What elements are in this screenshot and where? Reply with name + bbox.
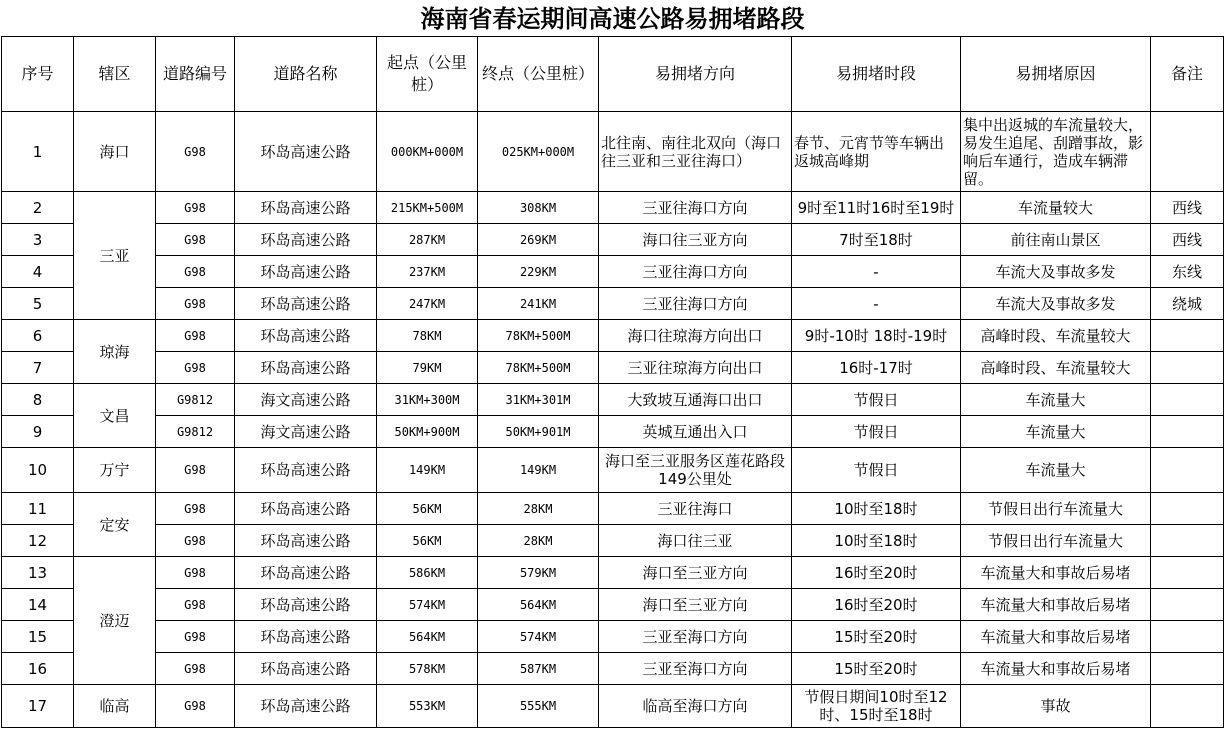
table-row — [2, 525, 1224, 557]
cell-period[interactable]: 7时至18时 — [792, 224, 961, 256]
cell-note[interactable] — [1151, 320, 1224, 352]
cell-direction[interactable]: 海口往琼海方向出口 — [599, 320, 792, 352]
cell-period[interactable]: 16时-17时 — [792, 352, 961, 384]
cell-seq[interactable]: 8 — [2, 384, 74, 416]
cell-direction[interactable]: 海口至三亚方向 — [599, 589, 792, 621]
cell-end[interactable]: 241KM — [478, 288, 599, 320]
cell-period[interactable]: 15时至20时 — [792, 653, 961, 685]
cell-start[interactable]: 56KM — [377, 493, 478, 525]
cell-road-code[interactable]: G9812 — [156, 416, 235, 448]
cell-district[interactable]: 琼海 — [74, 320, 156, 384]
cell-reason[interactable]: 高峰时段、车流量较大 — [961, 352, 1151, 384]
cell-seq[interactable]: 13 — [2, 557, 74, 589]
sheet-title: 海南省春运期间高速公路易拥堵路段 — [420, 5, 805, 33]
cell-note[interactable] — [1151, 493, 1224, 525]
header-note[interactable]: 备注 — [1151, 37, 1224, 112]
header-district[interactable]: 辖区 — [74, 37, 156, 112]
cell-road-name[interactable]: 环岛高速公路 — [235, 621, 377, 653]
cell-direction[interactable]: 海口至三亚服务区莲花路段149公里处 — [599, 448, 792, 493]
cell-start[interactable]: 215KM+500M — [377, 192, 478, 224]
cell-start[interactable]: 149KM — [377, 448, 478, 493]
congestion-table — [1, 36, 1224, 728]
cell-direction[interactable]: 海口至三亚方向 — [599, 557, 792, 589]
cell-district[interactable]: 澄迈 — [74, 557, 156, 685]
cell-reason[interactable]: 车流量较大 — [961, 192, 1151, 224]
cell-end[interactable]: 269KM — [478, 224, 599, 256]
cell-reason[interactable]: 节假日出行车流量大 — [961, 525, 1151, 557]
cell-direction[interactable]: 英城互通出入口 — [599, 416, 792, 448]
cell-end[interactable]: 28KM — [478, 493, 599, 525]
table-row — [2, 416, 1224, 448]
cell-end[interactable]: 564KM — [478, 589, 599, 621]
table-row — [2, 192, 1224, 224]
cell-end[interactable]: 587KM — [478, 653, 599, 685]
cell-road-code[interactable]: G98 — [156, 493, 235, 525]
cell-road-code[interactable]: G98 — [156, 685, 235, 728]
table-row — [2, 493, 1224, 525]
cell-road-code[interactable]: G98 — [156, 192, 235, 224]
cell-road-name[interactable]: 环岛高速公路 — [235, 224, 377, 256]
cell-road-name[interactable]: 环岛高速公路 — [235, 192, 377, 224]
cell-road-name[interactable]: 环岛高速公路 — [235, 653, 377, 685]
cell-reason[interactable]: 车流量大 — [961, 384, 1151, 416]
cell-note[interactable] — [1151, 685, 1224, 728]
cell-seq[interactable]: 17 — [2, 685, 74, 728]
cell-road-name[interactable]: 环岛高速公路 — [235, 589, 377, 621]
table-row — [2, 352, 1224, 384]
cell-seq[interactable]: 15 — [2, 621, 74, 653]
cell-start[interactable]: 50KM+900M — [377, 416, 478, 448]
cell-seq[interactable]: 9 — [2, 416, 74, 448]
cell-start[interactable]: 574KM — [377, 589, 478, 621]
cell-seq[interactable]: 3 — [2, 224, 74, 256]
cell-end[interactable]: 50KM+901M — [478, 416, 599, 448]
cell-start[interactable]: 56KM — [377, 525, 478, 557]
cell-direction[interactable]: 海口往三亚 — [599, 525, 792, 557]
cell-reason[interactable]: 前往南山景区 — [961, 224, 1151, 256]
cell-start[interactable]: 000KM+000M — [377, 112, 478, 192]
header-reason[interactable]: 易拥堵原因 — [961, 37, 1151, 112]
cell-note[interactable] — [1151, 112, 1224, 192]
cell-end[interactable]: 555KM — [478, 685, 599, 728]
cell-road-name[interactable]: 海文高速公路 — [235, 384, 377, 416]
cell-reason[interactable]: 车流量大和事故后易堵 — [961, 653, 1151, 685]
cell-reason[interactable]: 车流量大 — [961, 448, 1151, 493]
cell-reason[interactable]: 车流量大和事故后易堵 — [961, 589, 1151, 621]
header-row — [2, 37, 1224, 112]
cell-road-name[interactable]: 环岛高速公路 — [235, 256, 377, 288]
header-direction[interactable]: 易拥堵方向 — [599, 37, 792, 112]
cell-road-code[interactable]: G98 — [156, 621, 235, 653]
cell-direction[interactable]: 海口往三亚方向 — [599, 224, 792, 256]
cell-road-name[interactable]: 环岛高速公路 — [235, 685, 377, 728]
cell-road-code[interactable]: G98 — [156, 288, 235, 320]
cell-reason[interactable]: 车流量大 — [961, 416, 1151, 448]
cell-start[interactable]: 31KM+300M — [377, 384, 478, 416]
table-row — [2, 224, 1224, 256]
cell-road-name[interactable]: 环岛高速公路 — [235, 493, 377, 525]
table-row — [2, 621, 1224, 653]
cell-road-name[interactable]: 环岛高速公路 — [235, 320, 377, 352]
cell-reason[interactable]: 车流量大和事故后易堵 — [961, 557, 1151, 589]
cell-period[interactable]: 10时至18时 — [792, 525, 961, 557]
cell-period[interactable]: - — [792, 288, 961, 320]
cell-district[interactable]: 三亚 — [74, 192, 156, 320]
cell-seq[interactable]: 5 — [2, 288, 74, 320]
cell-district[interactable]: 定安 — [74, 493, 156, 557]
cell-direction[interactable]: 三亚往海口方向 — [599, 192, 792, 224]
cell-road-name[interactable]: 环岛高速公路 — [235, 352, 377, 384]
cell-period[interactable]: 16时至20时 — [792, 557, 961, 589]
cell-road-code[interactable]: G98 — [156, 448, 235, 493]
cell-period[interactable]: 15时至20时 — [792, 621, 961, 653]
table-row — [2, 288, 1224, 320]
cell-direction[interactable]: 三亚往海口方向 — [599, 288, 792, 320]
cell-note[interactable] — [1151, 352, 1224, 384]
cell-road-code[interactable]: G98 — [156, 224, 235, 256]
cell-note[interactable]: 西线 — [1151, 192, 1224, 224]
cell-period[interactable]: 节假日 — [792, 448, 961, 493]
table-row — [2, 112, 1224, 192]
cell-end[interactable]: 31KM+301M — [478, 384, 599, 416]
cell-road-name[interactable]: 海文高速公路 — [235, 416, 377, 448]
header-period[interactable]: 易拥堵时段 — [792, 37, 961, 112]
cell-start[interactable]: 553KM — [377, 685, 478, 728]
cell-period[interactable]: 10时至18时 — [792, 493, 961, 525]
cell-reason[interactable]: 事故 — [961, 685, 1151, 728]
header-end[interactable]: 终点（公里桩） — [478, 37, 599, 112]
table-row — [2, 589, 1224, 621]
cell-road-code[interactable]: G98 — [156, 557, 235, 589]
cell-seq[interactable]: 7 — [2, 352, 74, 384]
table-row — [2, 685, 1224, 728]
cell-note[interactable] — [1151, 384, 1224, 416]
cell-note[interactable] — [1151, 589, 1224, 621]
cell-note[interactable] — [1151, 621, 1224, 653]
cell-period[interactable]: 春节、元宵节等车辆出返城高峰期 — [792, 112, 961, 192]
cell-start[interactable]: 287KM — [377, 224, 478, 256]
cell-end[interactable]: 78KM+500M — [478, 320, 599, 352]
cell-end[interactable]: 579KM — [478, 557, 599, 589]
cell-seq[interactable]: 10 — [2, 448, 74, 493]
cell-seq[interactable]: 14 — [2, 589, 74, 621]
cell-road-code[interactable]: G9812 — [156, 384, 235, 416]
cell-start[interactable]: 564KM — [377, 621, 478, 653]
cell-note[interactable] — [1151, 653, 1224, 685]
cell-note[interactable]: 西线 — [1151, 224, 1224, 256]
cell-district[interactable]: 万宁 — [74, 448, 156, 493]
cell-period[interactable]: 节假日期间10时至12时、15时至18时 — [792, 685, 961, 728]
cell-note[interactable]: 绕城 — [1151, 288, 1224, 320]
cell-direction[interactable]: 三亚往海口 — [599, 493, 792, 525]
cell-reason[interactable]: 车流大及事故多发 — [961, 288, 1151, 320]
cell-road-name[interactable]: 环岛高速公路 — [235, 525, 377, 557]
table-row — [2, 448, 1224, 493]
cell-direction[interactable]: 三亚至海口方向 — [599, 621, 792, 653]
cell-direction[interactable]: 三亚往琼海方向出口 — [599, 352, 792, 384]
cell-period[interactable]: 9时-10时 18时-19时 — [792, 320, 961, 352]
cell-start[interactable]: 79KM — [377, 352, 478, 384]
cell-seq[interactable]: 6 — [2, 320, 74, 352]
cell-period[interactable]: - — [792, 256, 961, 288]
cell-direction[interactable]: 三亚往海口方向 — [599, 256, 792, 288]
cell-road-name[interactable]: 环岛高速公路 — [235, 448, 377, 493]
cell-seq[interactable]: 4 — [2, 256, 74, 288]
cell-start[interactable]: 78KM — [377, 320, 478, 352]
cell-road-code[interactable]: G98 — [156, 320, 235, 352]
cell-road-code[interactable]: G98 — [156, 352, 235, 384]
table-row — [2, 384, 1224, 416]
cell-end[interactable]: 149KM — [478, 448, 599, 493]
cell-note[interactable] — [1151, 557, 1224, 589]
cell-seq[interactable]: 2 — [2, 192, 74, 224]
cell-direction[interactable]: 三亚至海口方向 — [599, 653, 792, 685]
cell-end[interactable]: 229KM — [478, 256, 599, 288]
cell-reason[interactable]: 节假日出行车流量大 — [961, 493, 1151, 525]
cell-end[interactable]: 78KM+500M — [478, 352, 599, 384]
cell-road-code[interactable]: G98 — [156, 256, 235, 288]
cell-district[interactable]: 临高 — [74, 685, 156, 728]
cell-seq[interactable]: 1 — [2, 112, 74, 192]
cell-end[interactable]: 574KM — [478, 621, 599, 653]
cell-seq[interactable]: 16 — [2, 653, 74, 685]
header-seq[interactable]: 序号 — [2, 37, 74, 112]
cell-reason[interactable]: 车流大及事故多发 — [961, 256, 1151, 288]
cell-period[interactable]: 16时至20时 — [792, 589, 961, 621]
cell-road-name[interactable]: 环岛高速公路 — [235, 112, 377, 192]
cell-end[interactable]: 025KM+000M — [478, 112, 599, 192]
table-row — [2, 653, 1224, 685]
cell-start[interactable]: 586KM — [377, 557, 478, 589]
cell-end[interactable]: 308KM — [478, 192, 599, 224]
table-row — [2, 557, 1224, 589]
cell-road-code[interactable]: G98 — [156, 112, 235, 192]
cell-start[interactable]: 247KM — [377, 288, 478, 320]
cell-road-code[interactable]: G98 — [156, 589, 235, 621]
cell-note[interactable] — [1151, 448, 1224, 493]
cell-direction[interactable]: 北往南、南往北双向（海口往三亚和三亚往海口） — [599, 112, 792, 192]
cell-start[interactable]: 578KM — [377, 653, 478, 685]
cell-seq[interactable]: 11 — [2, 493, 74, 525]
cell-direction[interactable]: 临高至海口方向 — [599, 685, 792, 728]
cell-road-name[interactable]: 环岛高速公路 — [235, 288, 377, 320]
cell-note[interactable] — [1151, 416, 1224, 448]
header-start[interactable]: 起点（公里桩） — [377, 37, 478, 112]
cell-reason[interactable]: 集中出返城的车流量较大，易发生追尾、刮蹭事故，影响后车通行，造成车辆滞留。 — [961, 112, 1151, 192]
cell-road-code[interactable]: G98 — [156, 653, 235, 685]
cell-reason[interactable]: 车流量大和事故后易堵 — [961, 621, 1151, 653]
header-road-name[interactable]: 道路名称 — [235, 37, 377, 112]
cell-period[interactable]: 节假日 — [792, 416, 961, 448]
table-row — [2, 256, 1224, 288]
cell-reason[interactable]: 高峰时段、车流量较大 — [961, 320, 1151, 352]
cell-period[interactable]: 节假日 — [792, 384, 961, 416]
cell-road-name[interactable]: 环岛高速公路 — [235, 557, 377, 589]
cell-note[interactable]: 东线 — [1151, 256, 1224, 288]
cell-note[interactable] — [1151, 525, 1224, 557]
header-road-code[interactable]: 道路编号 — [156, 37, 235, 112]
cell-district[interactable]: 海口 — [74, 112, 156, 192]
cell-road-code[interactable]: G98 — [156, 525, 235, 557]
cell-start[interactable]: 237KM — [377, 256, 478, 288]
cell-period[interactable]: 9时至11时16时至19时 — [792, 192, 961, 224]
cell-seq[interactable]: 12 — [2, 525, 74, 557]
cell-direction[interactable]: 大致坡互通海口出口 — [599, 384, 792, 416]
cell-end[interactable]: 28KM — [478, 525, 599, 557]
cell-district[interactable]: 文昌 — [74, 384, 156, 448]
table-row — [2, 320, 1224, 352]
